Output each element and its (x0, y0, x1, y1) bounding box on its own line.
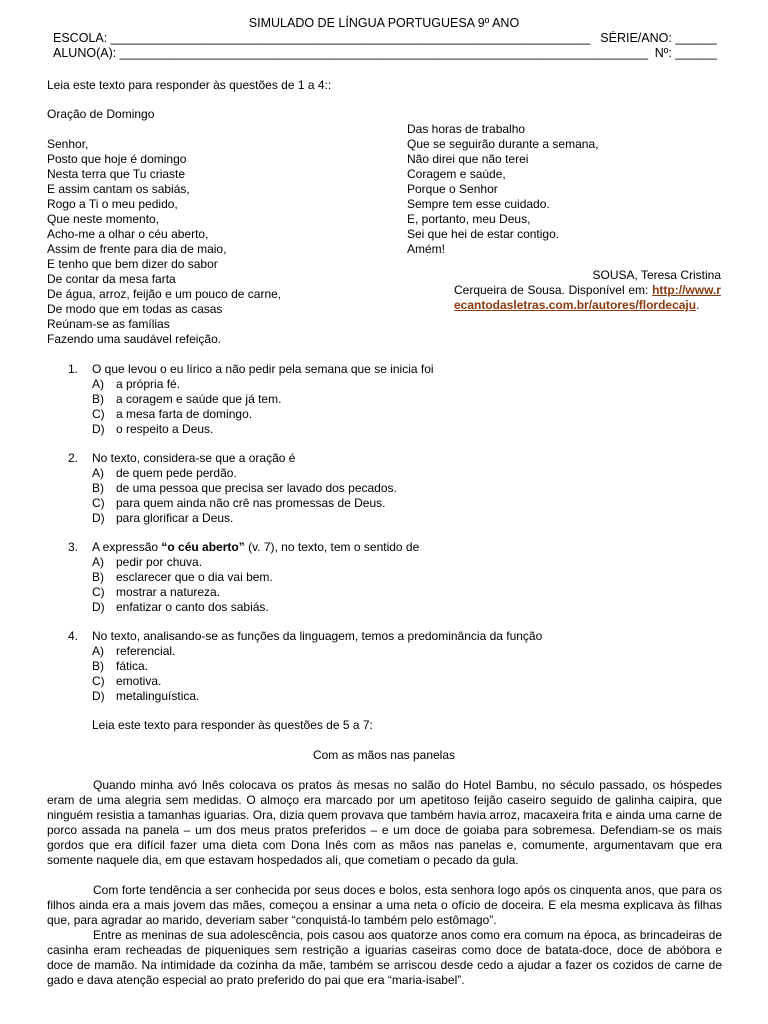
question-stem: O que levou o eu lírico a não pedir pela semana que se inicia foi (92, 362, 434, 376)
poem-line: Porque o Senhor (407, 182, 498, 196)
option-letter: C) (92, 407, 105, 421)
option-letter: A) (92, 466, 104, 480)
question-number: 4. (68, 629, 79, 643)
citation-link[interactable]: http://www.recantodasletras.com.br/autores/flordecaju (454, 283, 721, 312)
numero-field: Nº: ______ (654, 46, 717, 60)
poem-line: E, portanto, meu Deus, (407, 212, 531, 226)
option-letter: D) (92, 422, 105, 436)
poem-line: Posto que hoje é domingo (47, 152, 187, 166)
option-a (92, 555, 202, 570)
option-c (92, 496, 386, 511)
question-stem: No texto, analisando-se as funções da linguagem, temos a predominância da função (92, 629, 543, 643)
citation-text: Cerqueira de Sousa. Disponível em: (454, 283, 649, 297)
poem-line: Fazendo uma saudável refeição. (47, 332, 222, 346)
question-stem-emphasis: “o céu aberto” (161, 540, 245, 554)
option-text: de uma pessoa que precisa ser lavado dos pecados. (116, 481, 397, 495)
option-d (92, 511, 233, 526)
option-letter: A) (92, 644, 104, 658)
section2-intro: Leia este texto para responder às questões de 5 a 7: (92, 718, 373, 732)
question-number: 1. (68, 362, 79, 376)
escola-field: ESCOLA: _____________________________________________________________________ (53, 31, 591, 45)
option-text: enfatizar o canto dos sabiás. (116, 600, 269, 614)
poem-line: Rogo a Ti o meu pedido, (47, 197, 178, 211)
option-letter: B) (92, 659, 104, 673)
option-text: a coragem e saúde que já tem. (116, 392, 282, 406)
serie-field: SÉRIE/ANO: ______ (600, 31, 717, 45)
option-letter: A) (92, 377, 104, 391)
option-b (92, 570, 273, 585)
citation-author: SOUSA, Teresa Cristina (592, 268, 721, 282)
story-paragraph-2: Com forte tendência a ser conhecida por seus doces e bolos, esta senhora logo após os cinquenta anos, que para os filhos ainda era a mais jovem das mães, começou a ensinar a uma neta o ofício de doceira. E ela mesma explicava às filhas que, para agradar ao marido, deveriam saber “conquistá-lo também pelo estômago”. (47, 883, 722, 927)
option-letter: D) (92, 600, 105, 614)
option-text: mostrar a natureza. (116, 585, 221, 599)
question-stem (92, 540, 419, 555)
option-letter: D) (92, 511, 105, 525)
option-d (92, 689, 199, 704)
option-d (92, 600, 269, 615)
poem-line: Acho-me a olhar o céu aberto, (47, 227, 209, 241)
poem-citation (454, 268, 721, 313)
option-letter: C) (92, 496, 105, 510)
question-stem: No texto, considera-se que a oração é (92, 451, 296, 465)
poem-line: E tenho que bem dizer do sabor (47, 257, 218, 271)
option-text: metalinguística. (116, 689, 200, 703)
option-text: esclarecer que o dia vai bem. (116, 570, 273, 584)
option-text: para glorificar a Deus. (116, 511, 234, 525)
poem-line: Assim de frente para dia de maio, (47, 242, 227, 256)
poem-line: Que neste momento, (47, 212, 160, 226)
option-text: a mesa farta de domingo. (116, 407, 253, 421)
section1-intro: Leia este texto para responder às questões de 1 a 4:: (47, 78, 332, 92)
option-text: de quem pede perdão. (116, 466, 237, 480)
student-line (53, 46, 717, 61)
poem-line: Sei que hei de estar contigo. (407, 227, 560, 241)
option-text: referencial. (116, 644, 176, 658)
option-letter: D) (92, 689, 105, 703)
question-number: 2. (68, 451, 79, 465)
poem-line: Senhor, (47, 137, 89, 151)
document-title: SIMULADO DE LÍNGUA PORTUGUESA 9º ANO (248, 16, 520, 30)
option-text: emotiva. (116, 674, 162, 688)
poem-line: De contar da mesa farta (47, 272, 176, 286)
story-paragraph-3: Entre as meninas de sua adolescência, pois casou aos quatorze anos como era comum na época, as brincadeiras de casinha eram recheadas de piqueniques sem restrição a iguarias caseiras como doce de batata-doce, doce de abóbora e doce de mamão. Na intimidade da cozinha da mãe, também se arriscou desde cedo a ajudar a fazer os cozidos de carne de gado e dava atenção especial ao prato preferido do pai que era “maria-isabel”. (47, 928, 722, 987)
option-letter: C) (92, 585, 105, 599)
poem-line: Sempre tem esse cuidado. (407, 197, 550, 211)
poem-line: De água, arroz, feijão e um pouco de carne, (47, 287, 282, 301)
option-c (92, 585, 220, 600)
option-b (92, 659, 148, 674)
option-letter: B) (92, 570, 104, 584)
option-text: pedir por chuva. (116, 555, 203, 569)
poem-line: Coragem e saúde, (407, 167, 506, 181)
option-a (92, 644, 175, 659)
poem-line: Não direi que não terei (407, 152, 529, 166)
school-line (53, 31, 717, 46)
option-d (92, 422, 213, 437)
poem-line: Amém! (407, 242, 446, 256)
option-letter: B) (92, 481, 104, 495)
citation-period: . (696, 298, 700, 312)
option-letter: C) (92, 674, 105, 688)
option-a (92, 377, 180, 392)
poem-column-2 (407, 122, 598, 257)
option-a (92, 466, 237, 481)
story-title: Com as mãos nas panelas (312, 748, 456, 762)
option-c (92, 674, 161, 689)
poem-title: Oração de Domingo (47, 107, 155, 121)
option-text: a própria fé. (116, 377, 181, 391)
option-c (92, 407, 252, 422)
option-letter: A) (92, 555, 104, 569)
poem-line: De modo que em todas as casas (47, 302, 223, 316)
option-letter: B) (92, 392, 104, 406)
option-b (92, 481, 397, 496)
story-paragraph-1: Quando minha avó Inês colocava os pratos às mesas no salão do Hotel Bambu, no século passado, os hóspedes eram de uma alegria sem medidas. O almoço era marcado por um apetitoso feijão caseiro seguido de galinha caipira, que ninguém resistia a tamanhas iguarias. Ora, dizia quem provava que também havia arroz, macaxeira frita e ainda uma carne de porco assada na panela – um dos meus pratos preferidos – e um doce de goiaba para sobremesa. Defendiam-se os mais gordos que era difícil fazer uma dieta com Dona Inês com as mãos nas panelas e, comumente, argumentavam que era somente naquele dia, em que estavam hospedados ali, que cometiam o pecado da gula. (47, 778, 722, 867)
poem-line: Nesta terra que Tu criaste (47, 167, 186, 181)
option-b (92, 392, 281, 407)
question-stem-pre: A expressão (92, 540, 162, 554)
poem-line: Que se seguirão durante a semana, (407, 137, 599, 151)
question-stem-post: (v. 7), no texto, tem o sentido de (244, 540, 420, 554)
poem-line: E assim cantam os sabiás, (47, 182, 190, 196)
poem-line: Das horas de trabalho (407, 122, 526, 136)
poem-column-1 (47, 137, 281, 347)
option-text: fática. (116, 659, 149, 673)
option-text: o respeito a Deus. (116, 422, 214, 436)
poem-line: Reúnam-se as famílias (47, 317, 170, 331)
aluno-field: ALUNO(A): ____________________________________________________________________________ (53, 46, 649, 60)
question-number: 3. (68, 540, 79, 554)
option-text: para quem ainda não crê nas promessas de Deus. (116, 496, 386, 510)
